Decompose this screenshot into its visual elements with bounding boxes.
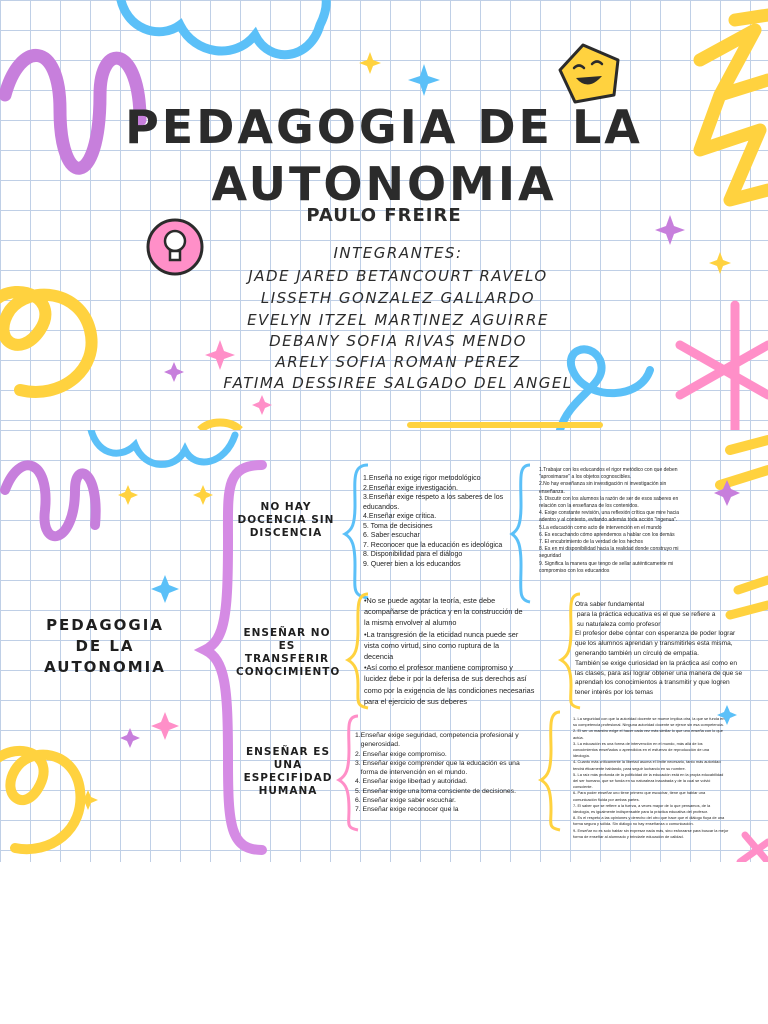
branch-heading-line: ESPECIFIDAD (243, 772, 333, 784)
detail-line: enseñanza. (539, 488, 565, 495)
detail-line: compromiso con los educandos (539, 567, 610, 574)
detail-line: 8- Es el respeto a las opiniones y derecho del otro que hace que el diálogo fluya de una (573, 815, 725, 821)
detail-line: 4. Exige constante revisión, una reflexión crítica que mire hacia (539, 510, 680, 517)
list-item: la misma envolver al alumno (364, 618, 457, 628)
list-item: 3. Enseñar exige comprender que la educación es una (355, 759, 520, 767)
map-main-title (30, 615, 180, 678)
detail-line: consciente. (573, 784, 593, 790)
branch-3-heading (240, 746, 336, 798)
detail-line: del ser humano, que se funda en su naturaleza inacabada y de la cual se volvió (573, 778, 711, 784)
pink-sparkle-icon (151, 712, 179, 740)
yellow-sparkle-icon (118, 485, 138, 505)
list-item: 6. Saber escuchar (363, 532, 420, 539)
detail-line: Otra saber fundamental (575, 601, 645, 608)
branch-1-heading (236, 501, 336, 540)
detail-line: generando también un círculo de empatía. (575, 649, 699, 657)
detail-line: seguridad (539, 553, 561, 560)
branch-heading-line: DISCENCIA (249, 527, 323, 539)
list-item: decencia (364, 652, 394, 662)
list-item: como por la exigencia de las condiciones necesarias (364, 685, 535, 695)
list-item: 5. Enseñar exige una toma consciente de decisiones. (355, 787, 516, 795)
member-name: JADE JARED BETANCOURT RAVELO (248, 267, 548, 285)
detail-line: tendrá éticamente hablando, para seguir luchando en su nombre. (573, 765, 686, 771)
branch-2-heading (236, 627, 341, 679)
map-main-title-line: DE LA (75, 637, 135, 655)
cover-title-line2: AUTONOMIA (211, 157, 557, 211)
detail-line: 7- El saber que se refiere a la fuerza, a veces mayor de lo que pensamos, de la (573, 802, 711, 808)
detail-line: ideología, es igualmente indispensable para la práctica educativa del profesor. (573, 809, 708, 815)
branch-2-detail (575, 600, 765, 698)
blue-sparkle-icon (151, 575, 179, 603)
yellow-sparkle-icon (193, 485, 213, 505)
list-item: 8. Disponibilidad para el diálogo (363, 551, 463, 558)
detail-line: 8. Es en mi disponibilidad hacia la realidad donde construyo mi (539, 546, 679, 553)
yellow-loop-decoration (0, 751, 80, 849)
detail-line: 9. Significa la manera que tengo de sellar auténticamente mi (539, 560, 674, 567)
detail-line: que los alumnos aprendan y transmitirles esta misma, (575, 640, 733, 648)
detail-line: actúa. (573, 734, 584, 740)
list-item: •Así como el profesor mantiene compromiso y (364, 663, 513, 673)
detail-line: 1- La seguridad con que la autoridad docente se mueve implica otra, la que se funda en (573, 716, 725, 721)
list-item: para el ejercicio de sus deberes (364, 696, 468, 706)
detail-line: 5- La raíz más profunda de la politicidad de la educación está en la propia educabilidad (573, 771, 724, 777)
detail-line: 3. Discutir con los alumnos la razón de ser de esos saberes en (539, 495, 679, 502)
list-item: •La transgresión de la eticidad nunca puede ser (364, 629, 519, 639)
branch-1-list (363, 474, 523, 569)
detail-line: su competencia profesional. Ninguna autoridad docente se ejerce sin esa competencia. (573, 722, 724, 728)
member-name: LISSETH GONZALEZ GALLARDO (260, 289, 536, 307)
list-item: 7. Reconocer que la educación es ideológica (363, 541, 503, 549)
members-heading: INTEGRANTES: (333, 244, 463, 262)
detail-line: "aproximarse" a los objetos cognoscibles. (539, 474, 632, 481)
list-item: lucidez debe ir por la defensa de sus derechos así (364, 674, 527, 684)
branch-1-detail (539, 467, 739, 575)
list-item: forma de intervención en el mundo. (355, 769, 468, 777)
branch-2-list (364, 595, 544, 707)
list-item: 4. Enseñar exige libertad y autoridad. (355, 778, 468, 786)
cover-author: PAULO FREIRE (306, 205, 462, 226)
detail-line: 2.No hay enseñanza sin investigación ni investigación sin (539, 481, 667, 488)
detail-line: 4- Cuanto más críticamente la libertad asuma el límite necesario, tanto más autoridad (573, 759, 721, 765)
branch-3-list (355, 731, 541, 815)
detail-line: comunicación fluida por ambas partes. (573, 796, 640, 802)
member-name: DEBANY SOFIA RIVAS MENDO (269, 332, 527, 350)
member-name: ARELY SOFIA ROMAN PEREZ (275, 353, 521, 371)
list-item: educandos. (363, 503, 400, 511)
detail-line: adentro y al contexto, evitando además toda acción "ingenua". (539, 517, 678, 524)
concept-map-slide (0, 430, 768, 862)
branch-brace-decoration (541, 712, 560, 830)
branch-heading-line: ENSEÑAR NO ES (243, 627, 331, 652)
branch-heading-line: HUMANA (258, 785, 318, 797)
list-item: generosidad. (355, 741, 400, 749)
detail-line: 6- Para poder enseñar uno tiene primero que escuchar, tiene que hablar una (573, 790, 706, 796)
detail-line: ideología. (573, 753, 590, 759)
detail-line: forma de enseñar al alumnado y brindarle educación de calidad. (573, 833, 684, 839)
detail-line: para la práctica educativa es el que se refiere a (575, 610, 716, 618)
detail-line: conocimientos enseñados o aprendidos en el esfuerzo de reproducción de una (573, 747, 710, 753)
list-item: 9. Querer bien a los educandos (363, 560, 461, 568)
map-main-title-line: AUTONOMIA (44, 658, 166, 676)
list-item: acompañarse de práctica y en la construcción de (364, 607, 523, 617)
detail-line: las clases, para así lograr obtener una manera de que se (575, 669, 743, 677)
blue-cloud-decoration (90, 430, 235, 464)
list-item: 2.Enseñar exige investigación. (363, 484, 458, 492)
pink-sparkle-icon (252, 395, 272, 415)
yellow-wave-decoration (200, 423, 240, 431)
list-item: vista como virtud, sino como ruptura de la (364, 640, 500, 650)
detail-line: 6. Es escuchando cómo aprendemos a hablar con los demás (539, 531, 675, 538)
detail-line: aprendan los conocimientos a transmitir y que logren (575, 679, 730, 687)
branch-heading-line: UNA (273, 759, 303, 771)
map-main-title-line: PEDAGOGIA (46, 616, 164, 634)
list-item: 1.Enseñar exige seguridad, competencia profesional y (355, 732, 519, 739)
detail-line: 7. El encubrimiento de la verdad de los hechos (539, 539, 643, 546)
detail-line: 9- Enseñar no es solo hablar sin expresar nada más, sino esforzarse para buscar la mejor (573, 827, 729, 833)
list-item: 6. Enseñar exige saber escuchar. (355, 797, 456, 805)
purple-sparkle-icon (120, 728, 140, 748)
detail-line: El profesor debe contar con esperanza de poder lograr (575, 630, 736, 638)
detail-line: tener interés por los temas (575, 689, 654, 697)
cover-title-line1: PEDAGOGIA DE LA (125, 100, 643, 154)
detail-line: su naturaleza como profesor (575, 620, 661, 628)
list-item: 7. Enseñar exige reconocer que la (355, 806, 459, 814)
cover-slide (0, 0, 768, 430)
detail-line: 5.La educación como acto de intervención en el mundo (539, 524, 662, 531)
branch-heading-line: NO HAY (260, 501, 312, 513)
branch-heading-line: ENSEÑAR ES (245, 746, 331, 758)
list-item: 2. Enseñar exige compromiso. (355, 750, 447, 758)
detail-line: También se exige curiosidad en la práctica así como en (575, 659, 738, 667)
branch-heading-line: DOCENCIA SIN (237, 514, 335, 526)
list-item: •No se puede agotar la teoría, este debe (364, 596, 496, 605)
detail-line: 1.Trabajar con los educandos el rigor metódico con que deben (539, 467, 678, 473)
branch-heading-line: TRANSFERIR (244, 653, 330, 665)
list-item: 4.Enseñar exige crítica. (363, 513, 437, 520)
member-name: FATIMA DESSIREE SALGADO DEL ANGEL (223, 374, 573, 392)
detail-line: 2- El ser un maestro exige el hacer cada vez más similar lo que uno enseña con lo que (573, 728, 723, 734)
list-item: 1.Enseña no exige rigor metodológico (363, 475, 481, 482)
member-name: EVELYN ITZEL MARTINEZ AGUIRRE (247, 311, 549, 329)
detail-line: forma segura y sólida. Sin diálogo no hay enseñanza o comunicación. (573, 821, 694, 827)
list-item: 5. Toma de decisiones (363, 522, 433, 530)
blue-sparkle-icon (408, 64, 440, 96)
blue-cloud-decoration (120, 0, 326, 55)
list-item: 3.Enseñar exige respeto a los saberes de los (363, 494, 504, 501)
branch-heading-line: CONOCIMIENTO (236, 666, 341, 678)
branch-3-detail (573, 716, 765, 840)
detail-line: 3- La educación es una forma de intervención en el mundo, más allá de los (573, 740, 703, 746)
detail-line: relación con la enseñanza de los contenidos. (539, 503, 639, 510)
purple-scribble-decoration (5, 465, 96, 536)
yellow-sparkle-icon (359, 52, 381, 74)
smiley-pentagon-icon (560, 45, 618, 102)
